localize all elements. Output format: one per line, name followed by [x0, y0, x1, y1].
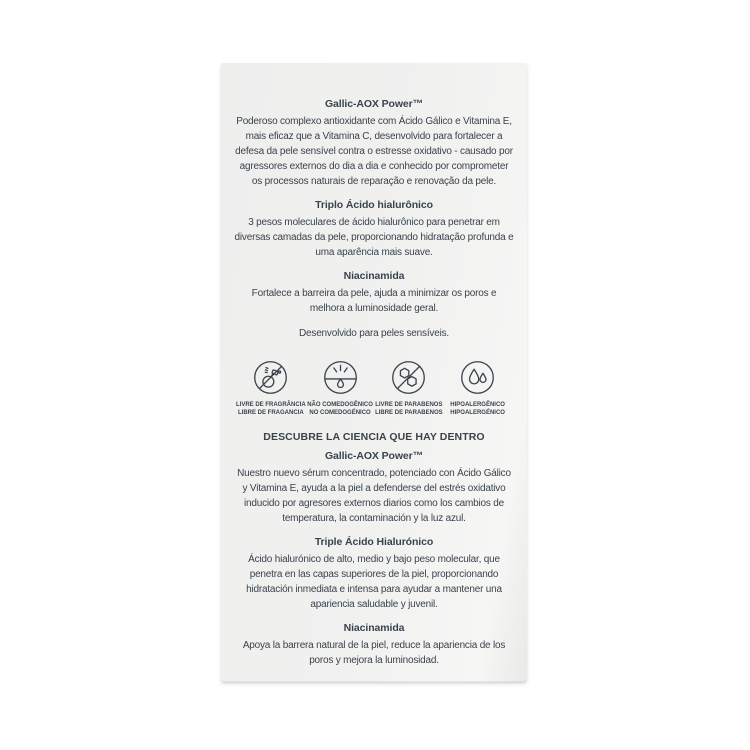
- es-text-block: [234, 430, 514, 668]
- es-heading-hyaluronic: Triple Ácido Hialurónico: [314, 536, 434, 548]
- fragrance-free-icon: [253, 360, 288, 395]
- pt-heading-hyaluronic: Triplo Ácido hialurônico: [315, 199, 433, 211]
- badge-non-comedogenic-label: NÃO COMEDOGÊNICO NO COMEDOGÉNICO: [307, 402, 373, 416]
- pt-body-hyaluronic: 3 pesos moleculares de ácido hialurônico para penetrar em diversas camadas da pele, proporcionando hidratação profunda e uma aparência mais suave.: [234, 217, 514, 258]
- non-comedogenic-icon: [323, 360, 358, 395]
- es-heading-gallic-aox: Gallic-AOX Power™: [324, 450, 424, 462]
- badge-fragrance-free-label: LIVRE DE FRAGRÂNCIA LIBRE DE FRAGANCIA: [236, 402, 306, 416]
- badge-hypoallergenic-label: HIPOALERGÊNICO HIPOALERGÉNICO: [450, 402, 505, 416]
- pt-body-gallic-aox: Poderoso complexo antioxidante com Ácido Gálico e Vitamina E, mais eficaz que a Vitamina C, desenvolvido para fortalecer a defesa da pele sensível contra o estresse oxidativo - causado por agressores externos do dia a dia e conhecido por comprometer os processos naturais de reparação e renovação da pele.: [235, 116, 513, 187]
- badge-hypoallergenic: [443, 360, 512, 417]
- pt-heading-niacinamide: Niacinamida: [343, 270, 405, 282]
- badge-paraben-free: [374, 360, 443, 417]
- hypoallergenic-icon: [460, 360, 495, 395]
- badge-non-comedogenic: [306, 360, 375, 417]
- es-heading-niacinamide: Niacinamida: [343, 622, 405, 634]
- es-body-gallic-aox: Nuestro nuevo sérum concentrado, potenciado con Ácido Gálico y Vitamina E, ayuda a la piel a defenderse del estrés oxidativo inducido por agresores externos diarios como los cambios de temperatura, la contaminación y la luz azul.: [237, 468, 511, 524]
- packaging-back-panel: [221, 63, 527, 682]
- claim-badges-row: [236, 360, 512, 417]
- pt-body-niacinamide: Fortalece a barreira da pele, ajuda a minimizar os poros e melhora a luminosidade geral.: [251, 288, 497, 314]
- badge-fragrance-free: [236, 360, 306, 417]
- es-body-hyaluronic: Ácido hialurónico de alto, medio y bajo peso molecular, que penetra en las capas superiores de la piel, proporcionando hidratación inmediata e intensa para ayudar a mantener una apariencia saludable y juvenil.: [246, 554, 502, 610]
- paraben-free-icon: [391, 360, 426, 395]
- pt-tagline: Desenvolvido para peles sensíveis.: [299, 328, 449, 339]
- pt-heading-gallic-aox: Gallic-AOX Power™: [324, 98, 424, 110]
- es-body-niacinamide: Apoya la barrera natural de la piel, reduce la apariencia de los poros y mejora la luminosidad.: [242, 640, 506, 666]
- es-headline: DESCUBRE LA CIENCIA QUE HAY DENTRO: [263, 431, 485, 443]
- pt-text-block: [234, 97, 514, 341]
- badge-paraben-free-label: LIVRE DE PARABENOS LIBRE DE PARABENOS: [375, 402, 443, 416]
